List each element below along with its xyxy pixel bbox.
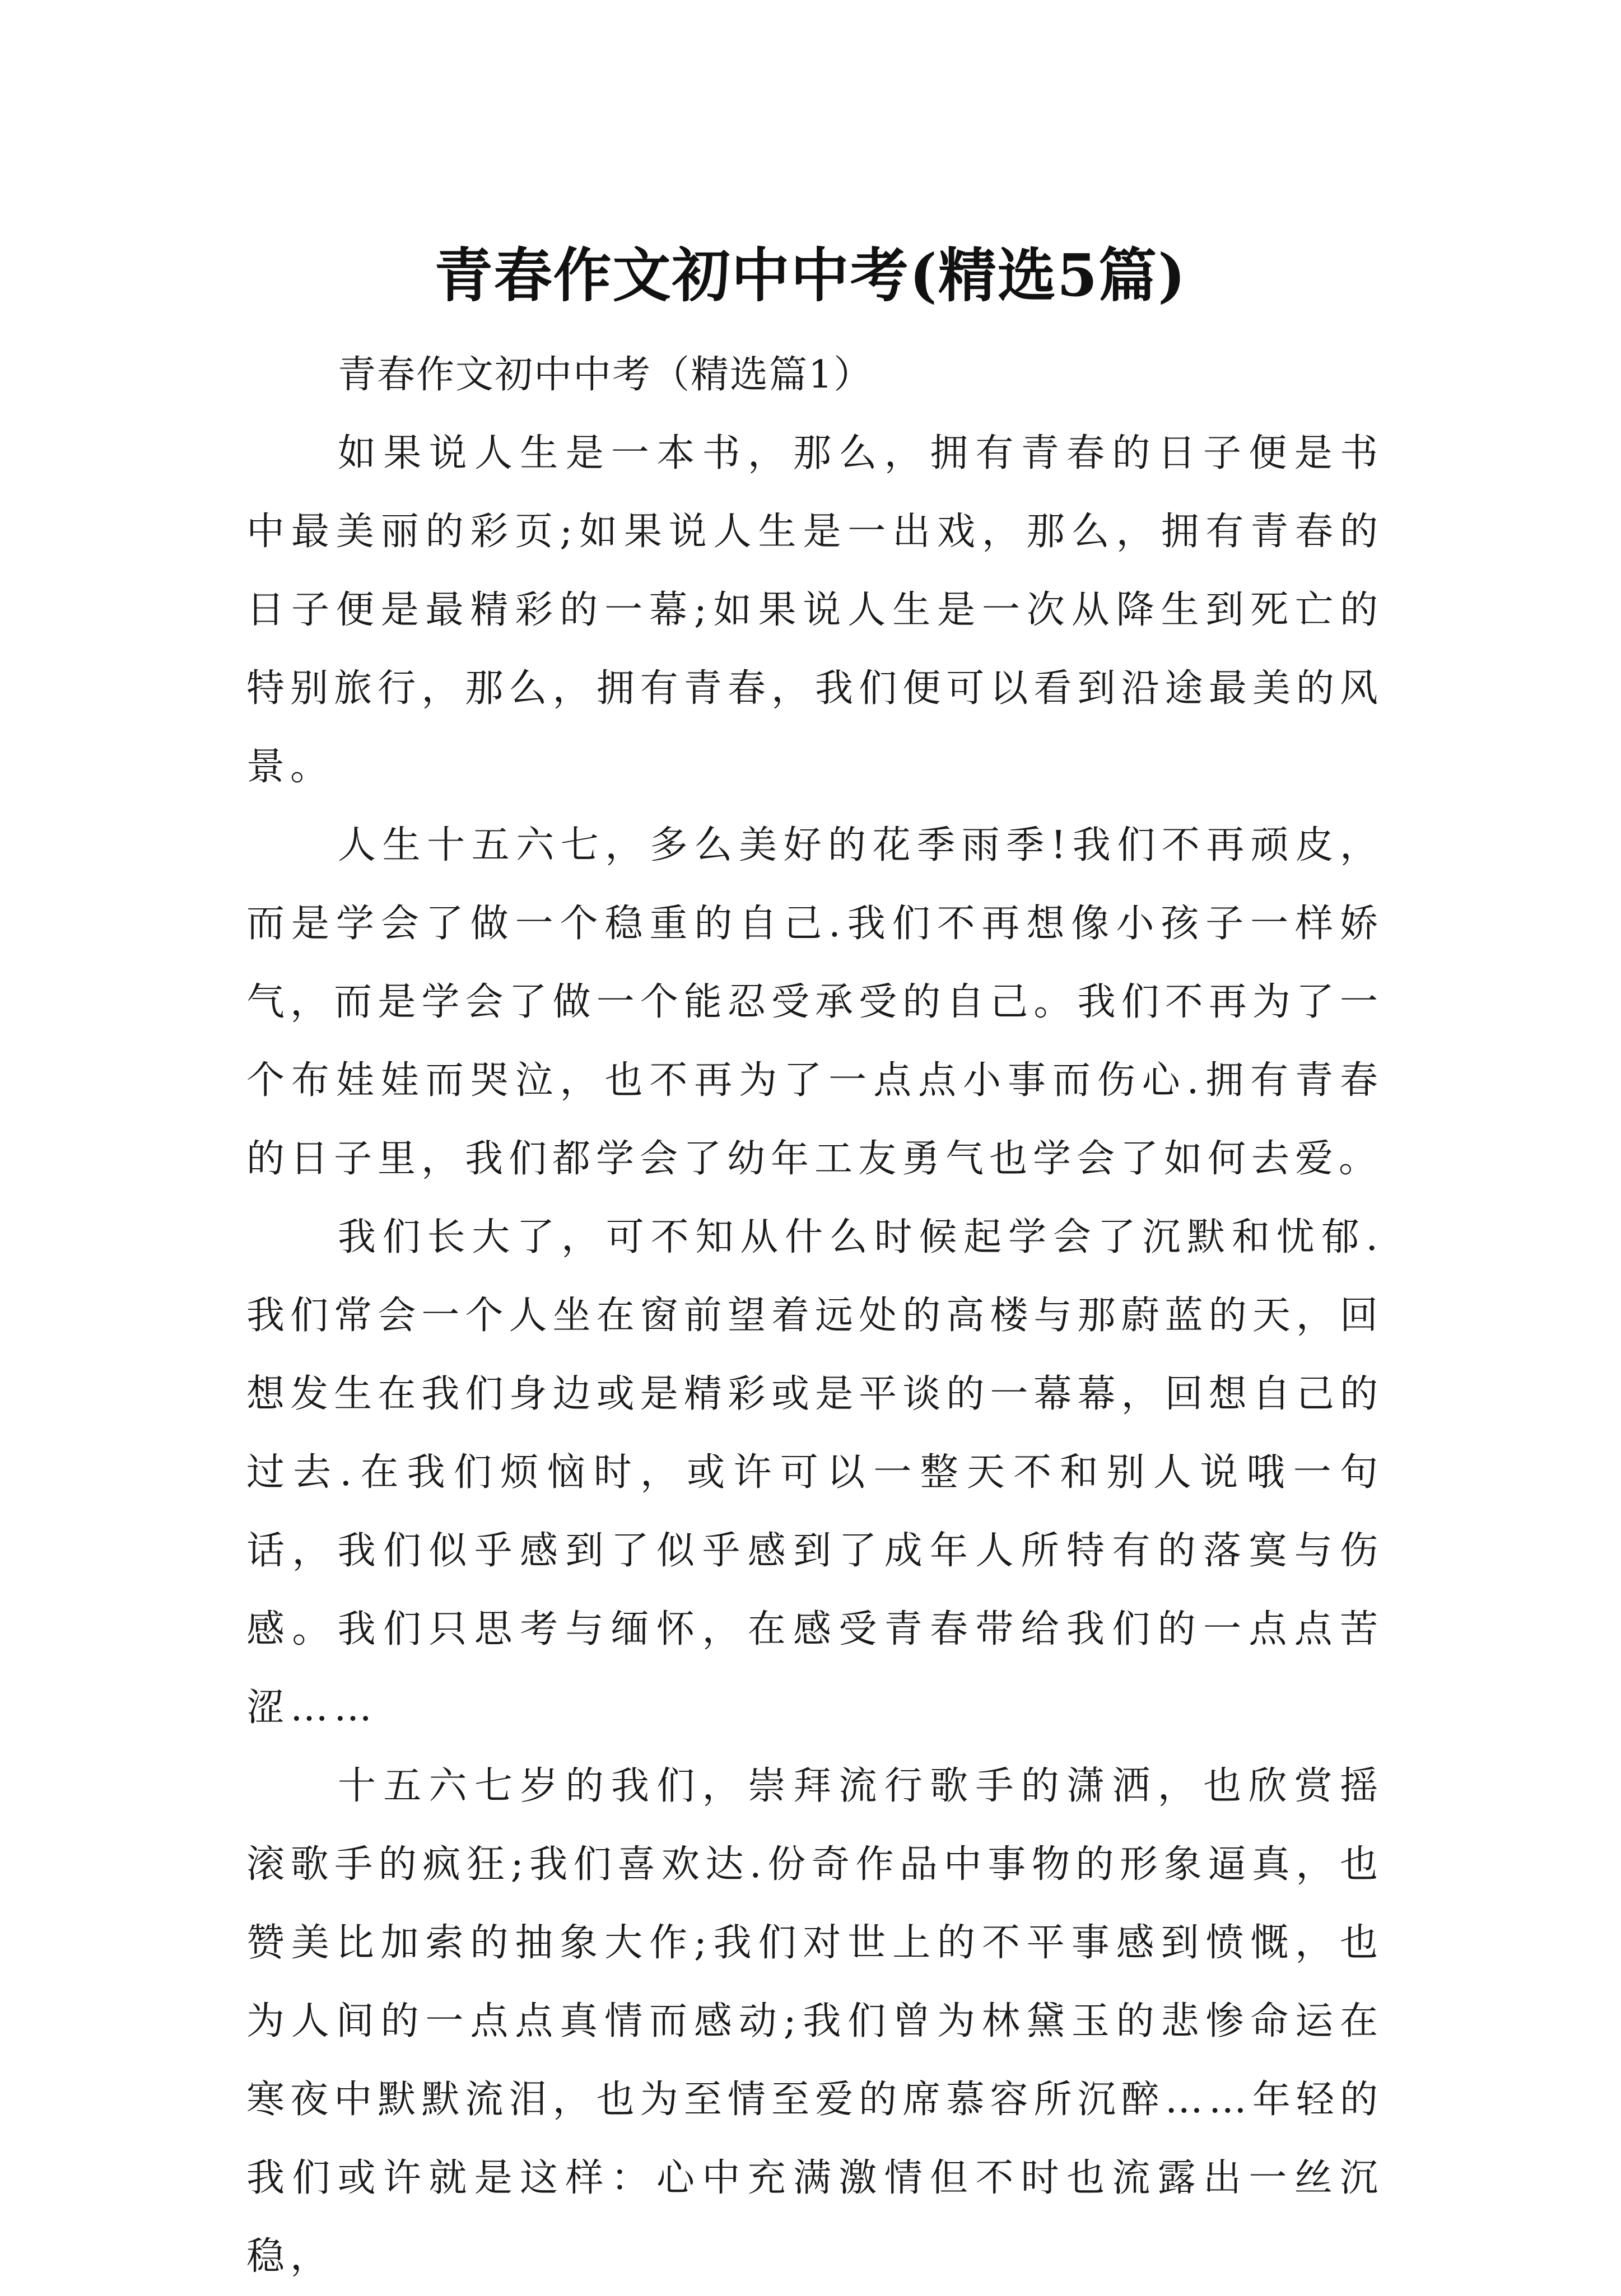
paragraph-4: 十五六七岁的我们，崇拜流行歌手的潇洒，也欣赏摇滚歌手的疯狂;我们喜欢达.份奇作品中事物的形象逼真，也赞美比加索的抽象大作;我们对世上的不平事感到愤慨，也为人间的一点点真情而感动;我们曾为林黛玉的悲惨命运在寒夜中默默流泪，也为至情至爱的席慕容所沉醉……年轻的我们或许就是这样：心中充满激情但不时也流露出一丝沉稳， [246,1764,1384,2279]
paragraph-2: 人生十五六七，多么美好的花季雨季!我们不再顽皮，而是学会了做一个稳重的自己.我们不再想像小孩子一样娇气，而是学会了做一个能忍受承受的自己。我们不再为了一个布娃娃而哭泣，也不再为了一点点小事而伤心.拥有青春的日子里，我们都学会了幼年工友勇气也学会了如何去爱。 [246,823,1384,1181]
section-heading: 青春作文初中中考（精选篇1） [338,353,873,397]
document-title: 青春作文初中中考(精选5篇) [434,240,1187,310]
document-body [246,336,1384,2296]
paragraph-1: 如果说人生是一本书，那么，拥有青春的日子便是书中最美丽的彩页;如果说人生是一出戏，那么，拥有青春的日子便是最精彩的一幕;如果说人生是一次从降生到死亡的特别旅行，那么，拥有青春，我们便可以看到沿途最美的风景。 [246,431,1384,789]
paragraph-3: 我们长大了，可不知从什么时候起学会了沉默和忧郁.我们常会一个人坐在窗前望着远处的高楼与那蔚蓝的天，回想发生在我们身边或是精彩或是平谈的一幕幕，回想自己的过去.在我们烦恼时，或许可以一整天不和别人说哦一句话，我们似乎感到了似乎感到了成年人所特有的落寞与伤感。我们只思考与缅怀，在感受青春带给我们的一点点苦涩…… [246,1215,1384,1730]
